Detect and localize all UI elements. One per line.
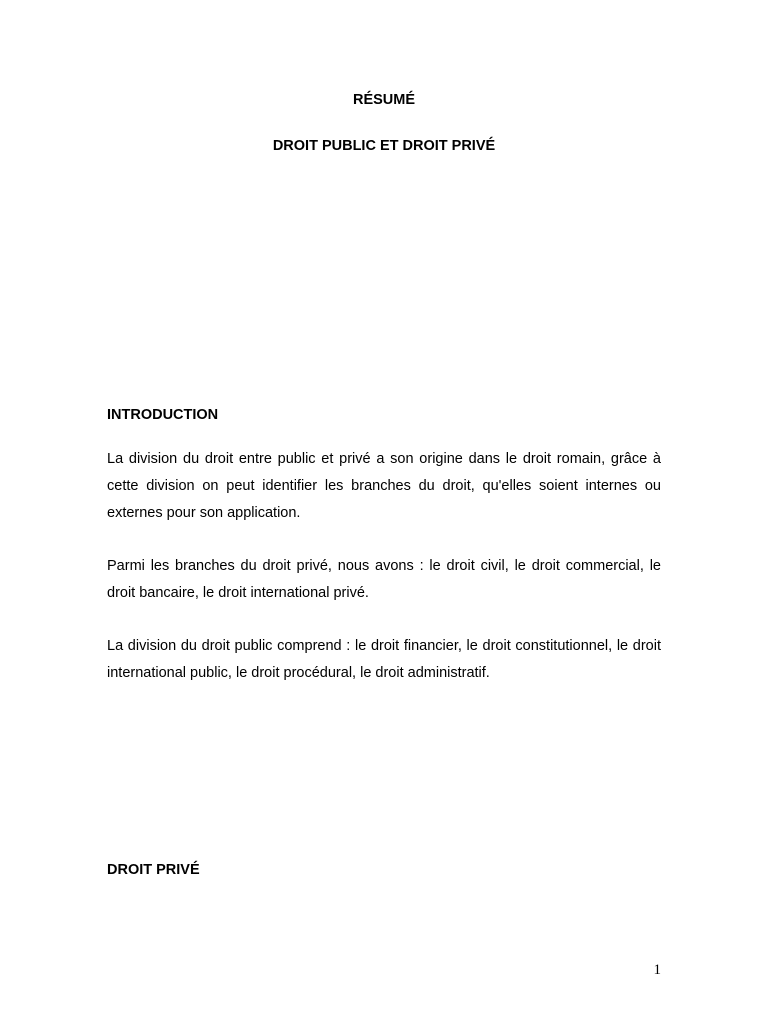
- introduction-paragraph: La division du droit entre public et privé a son origine dans le droit romain, grâce à cette division on peut identifier les branches du droit, qu'elles soient internes ou externes pour son application.: [107, 451, 661, 521]
- page-number: 1: [653, 962, 661, 978]
- document-title: RÉSUMÉ: [352, 92, 416, 108]
- introduction-heading: INTRODUCTION: [107, 407, 219, 423]
- introduction-paragraph: La division du droit public comprend : le droit financier, le droit constitutionnel, le droit international public, le droit procédural, le droit administratif.: [107, 638, 661, 681]
- document-subtitle: DROIT PUBLIC ET DROIT PRIVÉ: [272, 138, 496, 154]
- droit-prive-heading: DROIT PRIVÉ: [107, 862, 200, 878]
- introduction-paragraph: Parmi les branches du droit privé, nous avons : le droit civil, le droit commercial, le droit bancaire, le droit international privé.: [107, 558, 661, 601]
